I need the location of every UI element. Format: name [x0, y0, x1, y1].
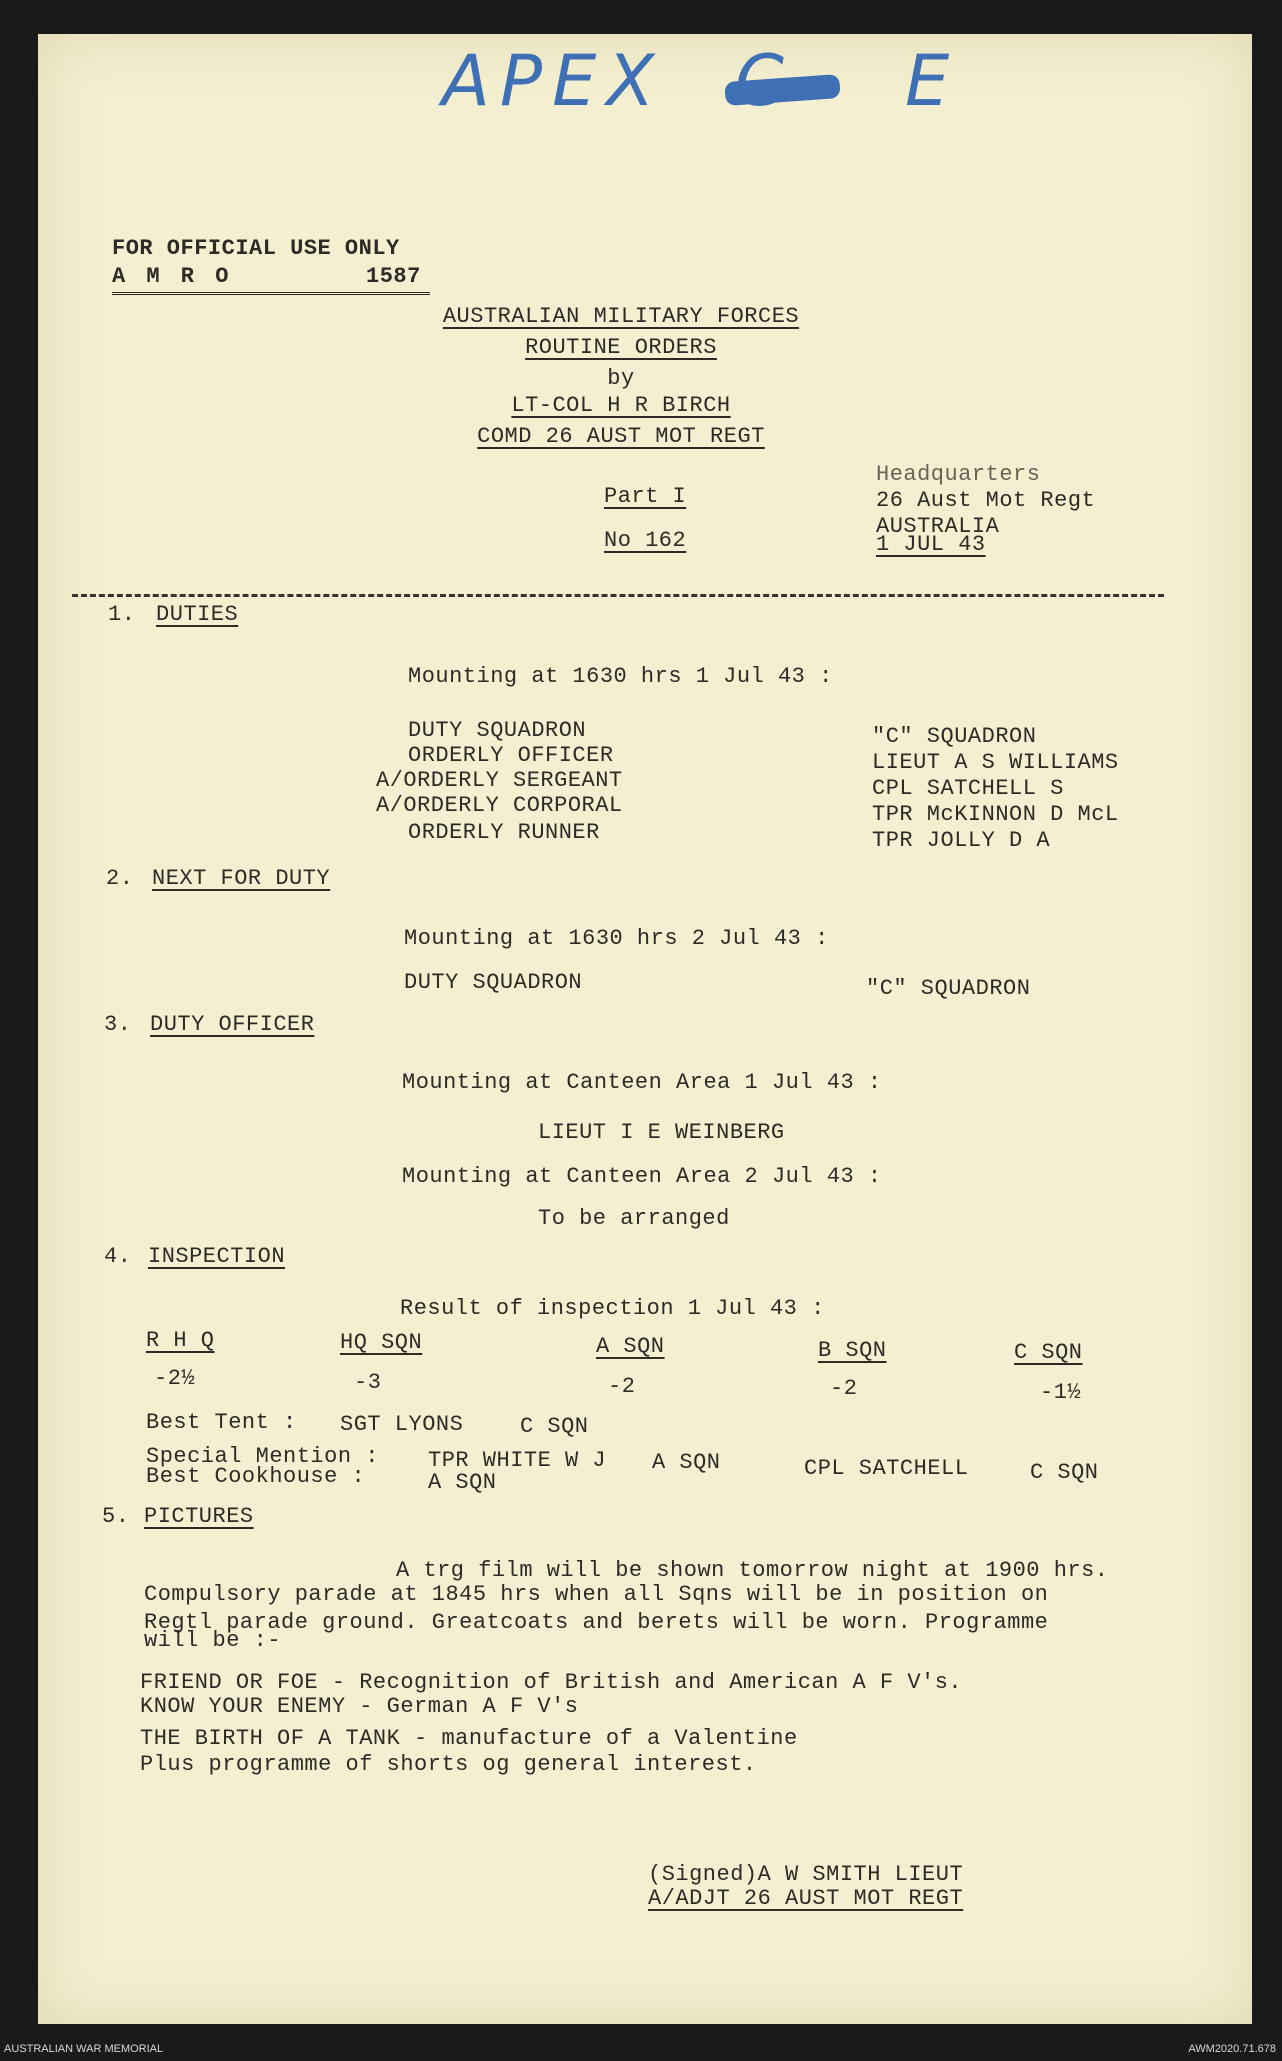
programme-1: FRIEND OR FOE - Recognition of British and American A F V's.	[140, 1670, 963, 1695]
signature-line-2: A/ADJT 26 AUST MOT REGT	[648, 1886, 964, 1911]
hq-line-3: AUSTRALIA	[876, 514, 1000, 539]
handwritten-struck	[735, 40, 794, 122]
s2-mounting: Mounting at 1630 hrs 2 Jul 43 :	[404, 926, 829, 951]
s4-title: INSPECTION	[148, 1244, 286, 1269]
best-tent-label: Best Tent :	[146, 1410, 297, 1435]
s1-role-1: DUTY SQUADRON	[408, 718, 587, 743]
header-divider	[72, 594, 1164, 597]
s1-role-2: ORDERLY OFFICER	[408, 743, 614, 768]
signature-line-1: (Signed)A W SMITH LIEUT	[648, 1862, 964, 1887]
programme-3: THE BIRTH OF A TANK - manufacture of a Valentine	[140, 1726, 798, 1751]
s2-name: "C" SQUADRON	[866, 976, 1031, 1001]
part-label: Part I	[604, 484, 687, 509]
score-hq-sqn: -3	[354, 1370, 382, 1395]
s1-name-5: TPR JOLLY D A	[872, 828, 1051, 853]
hq-line-4: 1 JUL 43	[876, 532, 986, 557]
best-cookhouse-sqn: A SQN	[428, 1470, 497, 1495]
score-b-sqn: -2	[830, 1376, 858, 1401]
title-line-5: COMD 26 AUST MOT REGT	[477, 424, 765, 449]
official-use: FOR OFFICIAL USE ONLY	[112, 236, 400, 261]
title-line-1: AUSTRALIAN MILITARY FORCES	[442, 304, 800, 329]
s3-officer: LIEUT I E WEINBERG	[538, 1120, 785, 1145]
s1-role-3: A/ORDERLY SERGEANT	[376, 768, 623, 793]
official-underline	[112, 292, 430, 295]
title-line-4: LT-COL H R BIRCH	[511, 393, 731, 418]
footer-accession: AWM2020.71.678	[1188, 2043, 1276, 2055]
s1-name-3: CPL SATCHELL S	[872, 776, 1064, 801]
s1-role-5: ORDERLY RUNNER	[408, 820, 600, 845]
s1-mounting: Mounting at 1630 hrs 1 Jul 43 :	[408, 664, 833, 689]
unit-hq-sqn: HQ SQN	[340, 1330, 423, 1355]
s1-name-1: "C" SQUADRON	[872, 724, 1037, 749]
best-cookhouse-label: Best Cookhouse :	[146, 1464, 366, 1489]
s2-number: 2.	[106, 866, 134, 891]
s3-number: 3.	[104, 1012, 132, 1037]
s3-line-3: To be arranged	[538, 1206, 730, 1231]
s2-title: NEXT FOR DUTY	[152, 866, 331, 891]
hq-line-2: 26 Aust Mot Regt	[876, 488, 1096, 513]
s3-line-1: Mounting at Canteen Area 1 Jul 43 :	[402, 1070, 882, 1095]
s5-para-3: Regtl parade ground. Greatcoats and berets will be worn. Programme	[144, 1610, 1049, 1635]
s4-result: Result of inspection 1 Jul 43 :	[400, 1296, 825, 1321]
s5-title: PICTURES	[144, 1504, 254, 1529]
s5-para-4: will be :-	[144, 1628, 282, 1653]
special-mention-2-sqn: C SQN	[1030, 1460, 1099, 1485]
footer-credit: AUSTRALIAN WAR MEMORIAL	[4, 2043, 164, 2055]
handwritten-e: E	[905, 40, 960, 122]
unit-rhq: R H Q	[146, 1328, 215, 1353]
s1-title: DUTIES	[156, 602, 239, 627]
s1-role-4: A/ORDERLY CORPORAL	[376, 793, 623, 818]
special-mention-label: Special Mention :	[146, 1444, 379, 1469]
s5-number: 5.	[102, 1504, 130, 1529]
score-rhq: -2½	[154, 1366, 196, 1391]
unit-c-sqn: C SQN	[1014, 1340, 1083, 1365]
s2-role: DUTY SQUADRON	[404, 970, 583, 995]
amro-number: 1587	[366, 264, 421, 289]
special-mention-1: TPR WHITE W J	[428, 1448, 607, 1473]
programme-2: KNOW YOUR ENEMY - German A F V's	[140, 1694, 579, 1719]
s5-para-1: A trg film will be shown tomorrow night at 1900 hrs.	[396, 1558, 1109, 1583]
s1-name-2: LIEUT A S WILLIAMS	[872, 750, 1119, 775]
hq-line-1: Headquarters	[876, 462, 1041, 487]
score-c-sqn: -1½	[1040, 1380, 1082, 1405]
title-line-2: ROUTINE ORDERS	[525, 335, 717, 360]
best-tent-sqn: C SQN	[520, 1414, 589, 1439]
special-mention-2: CPL SATCHELL	[804, 1456, 969, 1481]
unit-a-sqn: A SQN	[596, 1334, 665, 1359]
amro-label: A M R O	[112, 264, 233, 289]
score-a-sqn: -2	[608, 1374, 636, 1399]
best-tent-name: SGT LYONS	[340, 1412, 464, 1437]
s3-title: DUTY OFFICER	[150, 1012, 315, 1037]
order-number: No 162	[604, 528, 687, 553]
handwritten-apex: APEX	[442, 40, 665, 122]
s1-name-4: TPR McKINNON D McL	[872, 802, 1119, 827]
programme-4: Plus programme of shorts og general interest.	[140, 1752, 757, 1777]
title-line-3: by	[607, 366, 635, 391]
s1-number: 1.	[108, 602, 136, 627]
unit-b-sqn: B SQN	[818, 1338, 887, 1363]
s5-para-2: Compulsory parade at 1845 hrs when all Sqns will be in position on	[144, 1582, 1049, 1607]
s4-number: 4.	[104, 1244, 132, 1269]
s3-line-2: Mounting at Canteen Area 2 Jul 43 :	[402, 1164, 882, 1189]
special-mention-1-sqn: A SQN	[652, 1450, 721, 1475]
